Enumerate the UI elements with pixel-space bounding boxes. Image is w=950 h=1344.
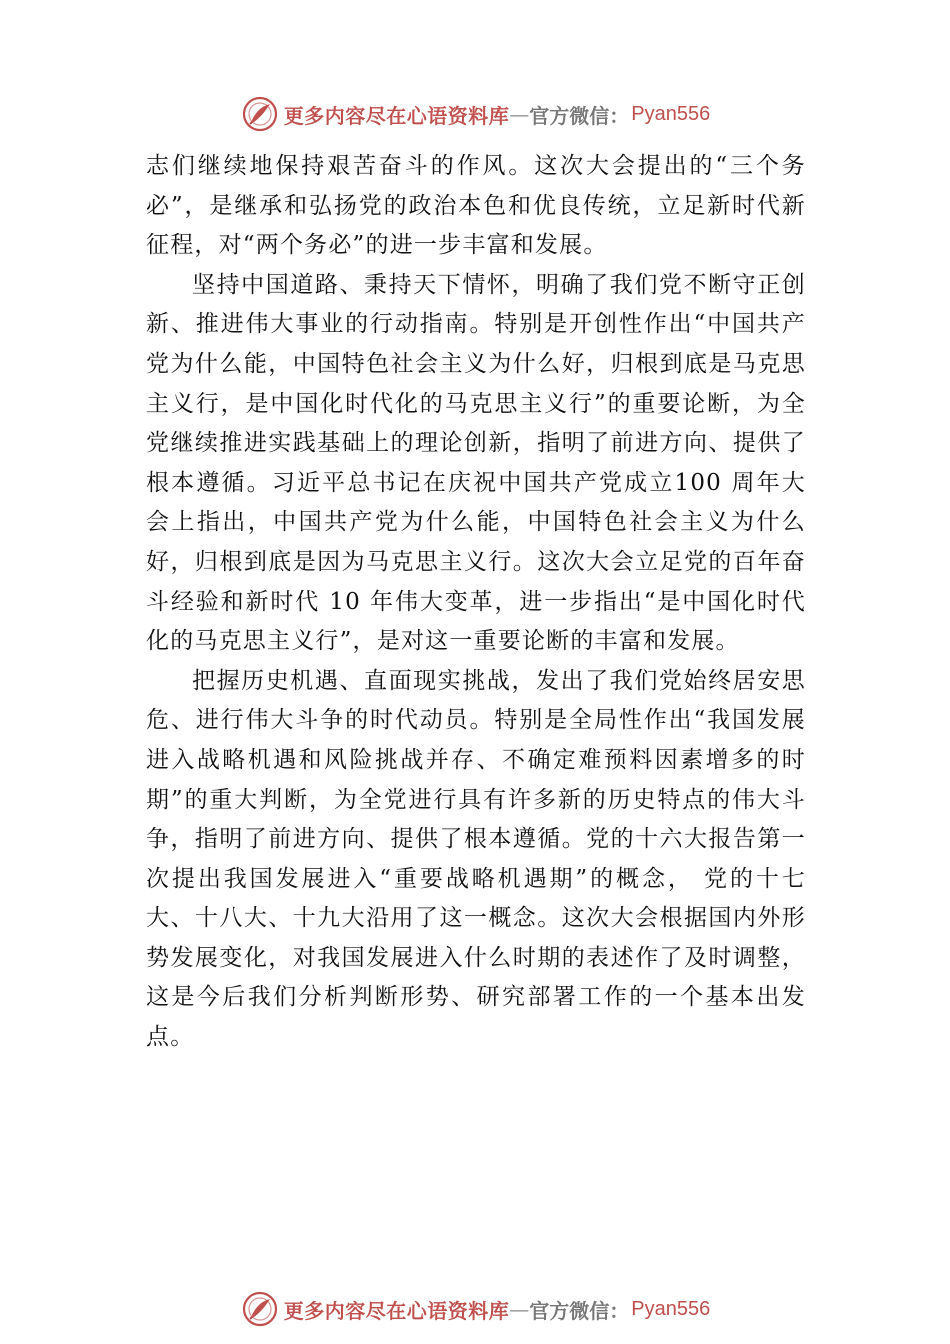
document-body [146, 147, 806, 1058]
paragraph: 把握历史机遇、直面现实挑战，发出了我们党始终居安思危、进行伟大斗争的时代动员。特别是全局性作出“我国发展进入战略机遇和风险挑战并存、不确定难预料因素增多的时期”的重大判断，为全党进行具有许多新的历史特点的伟大斗争，指明了前进方向、提供了根本遵循。党的十六大报告第一次提出我国发展进入“重要战略机遇期”的概念， 党的十七大、十八大、十九大沿用了这一概念。这次大会根据国内外形势发展变化，对我国发展进入什么时期的表述作了及时调整，这是今后我们分析判断形势、研究部署工作的一个基本出发点。 [146, 667, 806, 1051]
header-wechat-label: 官方微信： [529, 103, 630, 128]
paragraph: 坚持中国道路、秉持天下情怀，明确了我们党不断守正创新、推进伟大事业的行动指南。特别是开创性作出“中国共产党为什么能，中国特色社会主义为什么好，归根到底是马克思主义行，是中国化时代化的马克思主义行”的重要论断，为全党继续推进实践基础上的理论创新，指明了前进方向、提供了根本遵循。习近平总书记在庆祝中国共产党成立100 周年大会上指出，中国共产党为什么能，中国特色社会主义为什么好，归根到底是因为马克思主义行。这次大会立足党的百年奋斗经验和新时代 10 年伟大变革，进一步指出“是中国化时代化的马克思主义行”，是对这一重要论断的丰富和发展。 [146, 271, 806, 655]
footer-brand-text: 更多内容尽在心语资料库 [283, 1298, 510, 1323]
footer-dash: — [509, 1297, 530, 1321]
header-brand-text: 更多内容尽在心语资料库 [283, 103, 510, 128]
brand-logo-icon [240, 1289, 280, 1329]
header-dash: — [509, 102, 530, 126]
header-wechat-id: Pyan556 [631, 102, 711, 125]
paragraph-continued: 志们继续地保持艰苦奋斗的作风。这次大会提出的“三个务必”，是继承和弘扬党的政治本色和优良传统，立足新时代新征程，对“两个务必”的进一步丰富和发展。 [146, 153, 806, 259]
header-banner [0, 92, 950, 136]
footer-wechat-id: Pyan556 [631, 1297, 711, 1320]
footer-banner [0, 1287, 950, 1331]
footer-wechat-label: 官方微信： [529, 1298, 630, 1323]
brand-logo-icon [240, 94, 280, 134]
